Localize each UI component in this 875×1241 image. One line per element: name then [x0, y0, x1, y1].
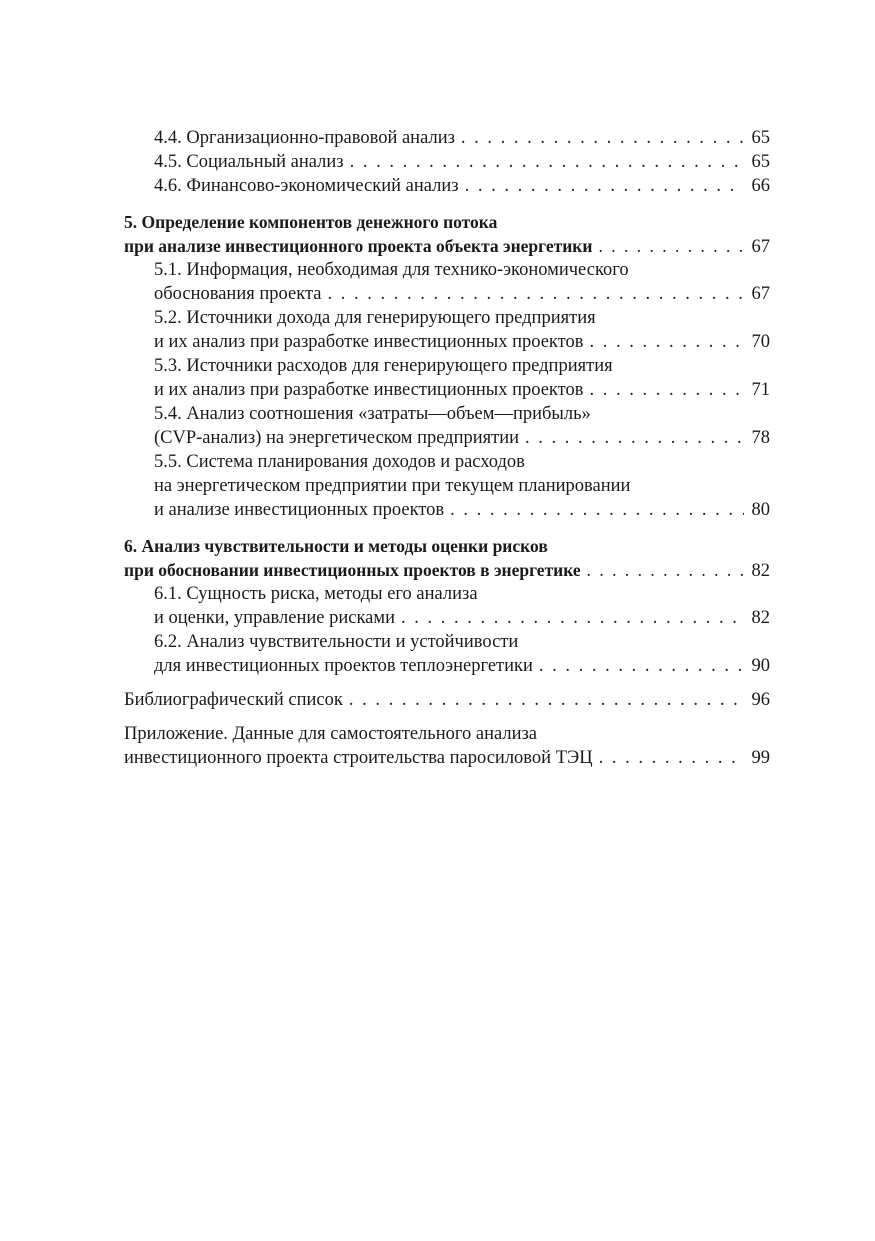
toc-bibliography[interactable] [124, 688, 770, 712]
toc-page-number: 78 [751, 428, 770, 448]
toc-page-number: 67 [751, 237, 770, 257]
toc-title: Библиографический список [124, 690, 343, 710]
leader-dots [465, 174, 744, 198]
toc-title: 5. Определение компонентов денежного потока [124, 212, 498, 232]
leader-dots [349, 688, 744, 712]
toc-title: 5.5. Система планирования доходов и расходов [154, 452, 525, 472]
leader-dots [599, 746, 744, 770]
toc-page-number: 99 [751, 748, 770, 768]
leader-dots [350, 150, 744, 174]
toc-title: инвестиционного проекта строительства паросиловой ТЭЦ [124, 748, 593, 768]
toc-page-number: 96 [751, 690, 770, 710]
toc-page-number: 65 [751, 152, 770, 172]
toc-appendix-line1 [124, 722, 770, 746]
toc-page-number: 71 [751, 380, 770, 400]
toc-entry-5-5[interactable] [124, 498, 770, 522]
toc-chapter-6[interactable] [124, 558, 770, 582]
toc-title: при анализе инвестиционного проекта объекта энергетики [124, 236, 593, 256]
toc-title: 4.4. Организационно-правовой анализ [154, 128, 455, 148]
toc-title: 6.1. Сущность риска, методы его анализа [154, 584, 478, 604]
toc-entry-6-2[interactable] [124, 654, 770, 678]
toc-page-number: 67 [751, 284, 770, 304]
toc-entry-6-1[interactable] [124, 606, 770, 630]
toc-chapter-6-heading [124, 534, 770, 558]
toc-title: Приложение. Данные для самостоятельного анализа [124, 724, 537, 744]
leader-dots [450, 498, 744, 522]
toc-page-number: 90 [751, 656, 770, 676]
leader-dots [589, 330, 744, 354]
toc-entry-5-2-line1 [124, 306, 770, 330]
toc-title: обоснования проекта [154, 284, 322, 304]
toc-page-number: 70 [751, 332, 770, 352]
toc-entry-5-2[interactable] [124, 330, 770, 354]
toc-entry-4-5[interactable] [124, 150, 770, 174]
leader-dots [598, 234, 744, 258]
toc-page-number: 82 [751, 561, 770, 581]
toc-entry-5-5-line1 [124, 450, 770, 474]
toc-page-number: 82 [751, 608, 770, 628]
toc-entry-6-2-line1 [124, 630, 770, 654]
leader-dots [525, 426, 744, 450]
toc-entry-5-4[interactable] [124, 426, 770, 450]
toc-page-number: 80 [751, 500, 770, 520]
toc-title: 5.1. Информация, необходимая для технико-экономического [154, 260, 629, 280]
toc-entry-4-4[interactable] [124, 126, 770, 150]
toc-title: и их анализ при разработке инвестиционных проектов [154, 380, 584, 400]
leader-dots [461, 126, 744, 150]
leader-dots [327, 282, 744, 306]
toc-page-number: 65 [751, 128, 770, 148]
toc-title: 5.3. Источники расходов для генерирующего предприятия [154, 356, 613, 376]
toc-entry-5-3[interactable] [124, 378, 770, 402]
toc-chapter-5[interactable] [124, 234, 770, 258]
toc-page-number: 66 [751, 176, 770, 196]
leader-dots [539, 654, 744, 678]
toc-title: (CVP-анализ) на энергетическом предприятии [154, 428, 520, 448]
toc-title: и их анализ при разработке инвестиционных проектов [154, 332, 584, 352]
toc-entry-5-4-line1 [124, 402, 770, 426]
toc-title: 4.5. Социальный анализ [154, 152, 344, 172]
table-of-contents [124, 126, 770, 770]
toc-appendix[interactable] [124, 746, 770, 770]
toc-title: и оценки, управление рисками [154, 608, 395, 628]
toc-chapter-5-heading [124, 210, 770, 234]
toc-title: на энергетическом предприятии при текущем планировании [154, 476, 631, 496]
toc-title: для инвестиционных проектов теплоэнергетики [154, 656, 533, 676]
toc-title: 5.2. Источники дохода для генерирующего предприятия [154, 308, 596, 328]
toc-title: 5.4. Анализ соотношения «затраты—объем—прибыль» [154, 404, 591, 424]
toc-title: 6.2. Анализ чувствительности и устойчивости [154, 632, 519, 652]
leader-dots [589, 378, 744, 402]
toc-entry-5-5-line2 [124, 474, 770, 498]
toc-entry-6-1-line1 [124, 582, 770, 606]
toc-entry-5-1[interactable] [124, 282, 770, 306]
toc-title: при обосновании инвестиционных проектов в энергетике [124, 560, 581, 580]
toc-entry-4-6[interactable] [124, 174, 770, 198]
leader-dots [587, 558, 744, 582]
toc-entry-5-3-line1 [124, 354, 770, 378]
toc-title: и анализе инвестиционных проектов [154, 500, 445, 520]
leader-dots [401, 606, 744, 630]
toc-title: 4.6. Финансово-экономический анализ [154, 176, 459, 196]
toc-title: 6. Анализ чувствительности и методы оценки рисков [124, 536, 548, 556]
toc-entry-5-1-line1 [124, 258, 770, 282]
